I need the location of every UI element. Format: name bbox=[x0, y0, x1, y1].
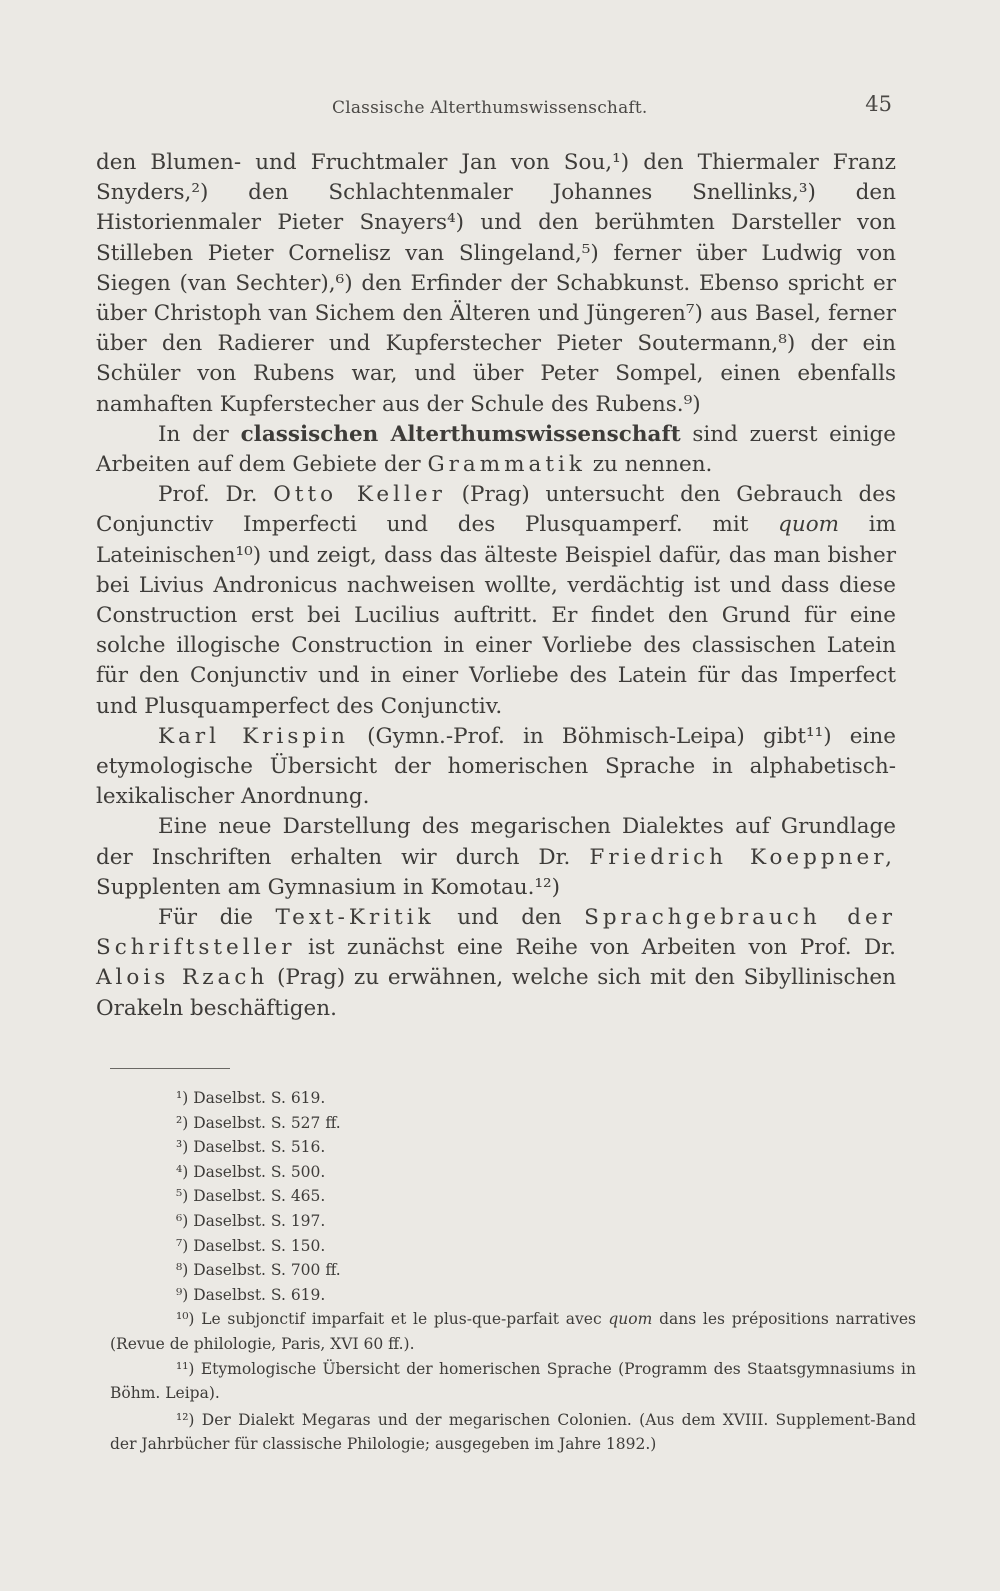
p6-spaced-term-2: Sprachgebrauch der Schriftsteller bbox=[96, 905, 896, 961]
footnote-1: ¹) Daselbst. S. 619. bbox=[176, 1089, 326, 1107]
p5-text-b: Supplenten am Gymnasium in Komotau.¹²) bbox=[96, 874, 561, 900]
paragraph-5 bbox=[96, 812, 896, 903]
running-title: Classische Alterthumswissenschaft. bbox=[332, 98, 648, 118]
footnote-6: ⁶) Daselbst. S. 197. bbox=[176, 1211, 326, 1230]
p6-text-b: und den bbox=[457, 905, 562, 931]
p5-spaced-name: Friedrich Koeppner, bbox=[589, 844, 896, 870]
p2-text-a: In der bbox=[158, 421, 229, 447]
paragraph-2 bbox=[96, 420, 896, 480]
p3-spaced-name: Otto Keller bbox=[273, 482, 446, 508]
footnote-4: ⁴) Daselbst. S. 500. bbox=[176, 1162, 326, 1181]
p6-spaced-name: Alois Rzach bbox=[96, 965, 269, 991]
paragraph-6 bbox=[96, 903, 896, 1024]
p3-text-c: im Lateinischen¹⁰) und zeigt, dass das älteste Beispiel dafür, das man bisher bei Livius Andronicus nachweisen wollte, verdächtig ist und dass diese Construction erst bei Lucilius auftritt. Er findet den Grund für eine solche illogische Construction in einer Vorliebe des classischen Latein für den Conjunctiv und in einer Vorliebe des Latein für das Imperfect und Plusquamperfect des Conjunctiv. bbox=[96, 512, 896, 719]
p6-text-a: Für die bbox=[158, 905, 253, 931]
paragraph-1 bbox=[96, 148, 896, 420]
footnote-3: ³) Daselbst. S. 516. bbox=[176, 1138, 326, 1157]
body-text bbox=[96, 148, 896, 1024]
p6-text-d: (Prag) zu erwähnen, welche sich mit den Sibyllinischen Orakeln beschäftigen. bbox=[96, 965, 897, 1021]
paragraph-1-text: den Blumen- und Fruchtmaler Jan von Sou,¹) den Thiermaler Franz Snyders,²) den Schlachtenmaler Johannes Snellinks,³) den Historienmaler Pieter Snayers⁴) und den berühmten Darsteller von Stilleben Pieter Cornelisz van Slingeland,⁵) ferner über Ludwig von Siegen (van Sechter),⁶) den Erfinder der Schabkunst. Ebenso spricht er über Christoph van Sichem den Älteren und Jüngeren⁷) aus Basel, ferner über den Radierer und Kupferstecher Pieter Soutermann,⁸) der ein Schüler von Rubens war, und über Peter Sompel, einen ebenfalls namhaften Kupferstecher aus der Schule des Rubens.⁹) bbox=[96, 150, 896, 417]
footnote-2: ²) Daselbst. S. 527 ff. bbox=[176, 1113, 341, 1132]
p2-spaced-term: Grammatik bbox=[427, 452, 586, 478]
p3-italic-word: quom bbox=[778, 512, 840, 538]
p2-text-b: sind zuerst einige Arbeiten auf dem Gebiete der bbox=[96, 421, 896, 478]
p2-bold-term: classischen Alterthumswissenschaft bbox=[240, 421, 681, 447]
footnote-9: ⁹) Daselbst. S. 619. bbox=[176, 1285, 326, 1304]
p4-text-a: (Gymn.-Prof. in Böhmisch-Leipa) gibt¹¹) eine etymologische Übersicht der homerischen Sprache in alphabetisch-lexikalischer Anordnung. bbox=[96, 723, 896, 810]
footnote-10-text-a: ¹⁰) Le subjonctif imparfait et le plus-que-parfait avec bbox=[176, 1310, 602, 1329]
paragraph-4 bbox=[96, 722, 896, 813]
footnote-rule bbox=[110, 1068, 230, 1069]
p6-text-c: ist zunächst eine Reihe von Arbeiten von Prof. Dr. bbox=[307, 935, 896, 961]
footnote-5: ⁵) Daselbst. S. 465. bbox=[176, 1187, 326, 1206]
p5-text-a: Eine neue Darstellung des megarischen Dialektes auf Grundlage der Inschriften erhalten wir durch Dr. bbox=[96, 814, 896, 870]
p3-text-a: Prof. Dr. bbox=[158, 482, 258, 508]
footnote-12: ¹²) Der Dialekt Megaras und der megarischen Colonien. (Aus dem XVIII. Supplement-Band der Jahrbücher für classische Philologie; ausgegeben im Jahre 1892.) bbox=[110, 1410, 916, 1454]
paragraph-3 bbox=[96, 480, 896, 722]
p3-text-b: (Prag) untersucht den Gebrauch des Conjunctiv Imperfecti und des Plusquamperf. mit bbox=[96, 482, 896, 538]
footnote-7: ⁷) Daselbst. S. 150. bbox=[176, 1236, 326, 1255]
p4-spaced-name: Karl Krispin bbox=[158, 723, 349, 749]
p2-text-c: zu nennen. bbox=[592, 452, 713, 478]
footnote-10 bbox=[110, 1307, 916, 1356]
page-number: 45 bbox=[865, 92, 892, 116]
page-header bbox=[96, 92, 896, 122]
footnotes bbox=[110, 1086, 916, 1457]
p6-spaced-term-1: Text-Kritik bbox=[275, 905, 435, 931]
footnote-10-text-b: dans les prépositions narratives (Revue de philologie, Paris, XVI 60 ff.). bbox=[110, 1310, 916, 1353]
footnote-11: ¹¹) Etymologische Übersicht der homerischen Sprache (Programm des Staatsgymnasiums in Böhm. Leipa). bbox=[110, 1359, 916, 1403]
footnote-10-italic-word: quom bbox=[608, 1310, 653, 1329]
footnote-8: ⁸) Daselbst. S. 700 ff. bbox=[176, 1261, 341, 1280]
